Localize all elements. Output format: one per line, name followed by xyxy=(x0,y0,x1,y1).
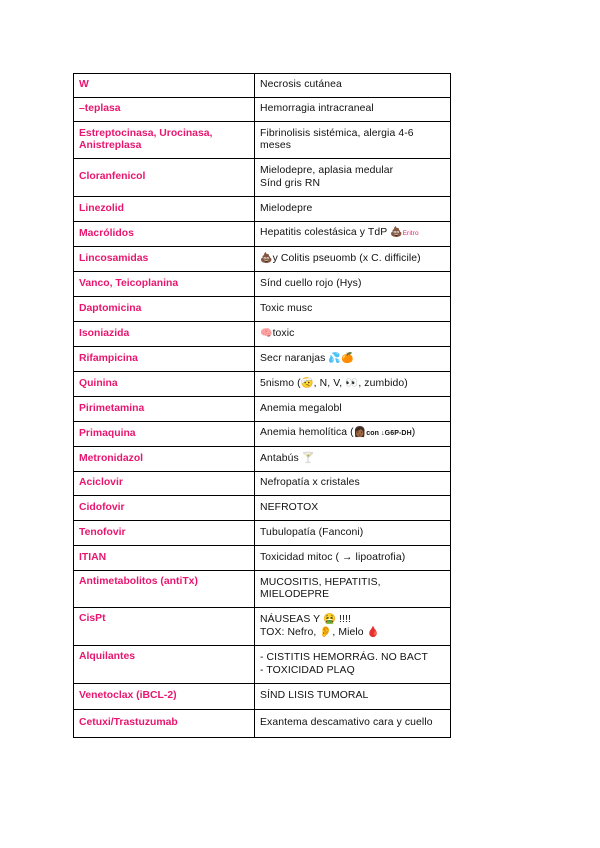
drug-name: Cetuxi/Trastuzumab xyxy=(74,710,255,738)
side-effect-line: - CISTITIS HEMORRÁG. NO BACT xyxy=(260,652,428,663)
table-row xyxy=(74,521,451,546)
drug-name: Primaquina xyxy=(74,422,255,447)
table-row xyxy=(74,608,451,646)
side-effect xyxy=(255,571,451,608)
side-effect-note: con ↓G6P-DH xyxy=(366,430,412,438)
drug-name: Linezolid xyxy=(74,197,255,222)
table-row xyxy=(74,322,451,347)
side-effect-line: MUCOSITIS, HEPATITIS, xyxy=(260,576,381,588)
side-effect xyxy=(255,608,451,646)
table-row xyxy=(74,197,451,222)
poop-emoji-icon: 💩 xyxy=(390,227,403,239)
drug-name: Macrólidos xyxy=(74,222,255,247)
side-effect: NEFROTOX xyxy=(255,496,451,521)
table-row xyxy=(74,447,451,472)
drug-name: Estreptocinasa, Urocinasa, Anistreplasa xyxy=(74,122,255,159)
side-effect: Necrosis cutánea xyxy=(255,74,451,98)
drug-name: Alquilantes xyxy=(74,646,255,684)
table-row xyxy=(74,347,451,372)
side-effect-line: MIELODEPRE xyxy=(260,589,330,600)
drug-name: Pirimetamina xyxy=(74,397,255,422)
drug-name: Venetoclax (iBCL-2) xyxy=(74,684,255,710)
table-row xyxy=(74,247,451,272)
side-effect: Toxic musc xyxy=(255,297,451,322)
side-effect: Hemorragia intracraneal xyxy=(255,98,451,122)
drug-name: Metronidazol xyxy=(74,447,255,472)
drug-name: Lincosamidas xyxy=(74,247,255,272)
table-row xyxy=(74,272,451,297)
side-effect: Toxicidad mitoc ( → lipoatrofia) xyxy=(255,546,451,571)
side-effect: Exantema descamativo cara y cuello xyxy=(255,710,451,738)
drug-name: Cloranfenicol xyxy=(74,159,255,197)
drug-name: Quinina xyxy=(74,372,255,397)
drug-name: Tenofovir xyxy=(74,521,255,546)
table-row xyxy=(74,646,451,684)
drug-name: ITIAN xyxy=(74,546,255,571)
side-effect xyxy=(255,422,451,447)
side-effect-line: Sínd gris RN xyxy=(260,177,321,189)
drug-name: –teplasa xyxy=(74,98,255,122)
table-row xyxy=(74,422,451,447)
drug-name: Daptomicina xyxy=(74,297,255,322)
side-effect-text: ) xyxy=(411,427,416,439)
side-effect-line: NÁUSEAS Y 🤮 !!!! xyxy=(260,614,351,625)
table-row xyxy=(74,74,451,98)
table-row xyxy=(74,571,451,608)
side-effect-line: Mielodepre, aplasia medular xyxy=(260,165,394,176)
side-effect xyxy=(255,247,451,272)
drug-name: Vanco, Teicoplanina xyxy=(74,272,255,297)
side-effect: Tubulopatía (Fanconi) xyxy=(255,521,451,546)
side-effect: Mielodepre xyxy=(255,197,451,222)
side-effect: SÍND LISIS TUMORAL xyxy=(255,684,451,710)
brain-emoji-icon: 🧠 xyxy=(260,327,273,339)
side-effect-text: Hepatitis colestásica y TdP xyxy=(260,227,391,239)
drug-name: W xyxy=(74,74,255,98)
side-effect-line: TOX: Nefro, 👂, Mielo 🩸 xyxy=(260,626,380,638)
side-effect-text: Anemia hemolítica ( xyxy=(260,427,354,439)
side-effect-text: Secr naranjas xyxy=(260,352,329,364)
side-effect xyxy=(255,347,451,372)
side-effect xyxy=(255,322,451,347)
drug-side-effects-table xyxy=(73,73,451,738)
side-effect-note: Eritro xyxy=(402,230,419,238)
table-row xyxy=(74,710,451,738)
side-effect xyxy=(255,646,451,684)
table-row xyxy=(74,684,451,710)
droplets-orange-emoji-icon: 💦🍊 xyxy=(328,352,354,364)
side-effect: Nefropatía x cristales xyxy=(255,472,451,496)
table-row xyxy=(74,222,451,247)
table-row xyxy=(74,472,451,496)
drug-name: CisPt xyxy=(74,608,255,646)
side-effect xyxy=(255,159,451,197)
table-row xyxy=(74,496,451,521)
side-effect-text: toxic xyxy=(272,327,295,339)
side-effect: Fibrinolisis sistémica, alergia 4-6 meses xyxy=(255,122,451,159)
table-row xyxy=(74,159,451,197)
table-row xyxy=(74,297,451,322)
side-effect-text: y Colitis pseuomb (x C. difficile) xyxy=(272,252,421,264)
drug-name: Rifampicina xyxy=(74,347,255,372)
table-row xyxy=(74,372,451,397)
side-effect: Sínd cuello rojo (Hys) xyxy=(255,272,451,297)
person-emoji-icon: 👩🏾 xyxy=(353,427,367,439)
table-row xyxy=(74,397,451,422)
side-effect: Antabús 🍸 xyxy=(255,447,451,472)
table-row xyxy=(74,122,451,159)
table-row xyxy=(74,98,451,122)
poop-emoji-icon: 💩 xyxy=(260,252,273,264)
drug-name: Isoniazida xyxy=(74,322,255,347)
drug-name: Antimetabolitos (antiTx) xyxy=(74,571,255,608)
table-row xyxy=(74,546,451,571)
side-effect: 5nismo (🤕, N, V, 👀, zumbido) xyxy=(255,372,451,397)
side-effect xyxy=(255,222,451,247)
side-effect-line: - TOXICIDAD PLAQ xyxy=(260,664,355,676)
drug-name: Cidofovir xyxy=(74,496,255,521)
side-effect: Anemia megalobl xyxy=(255,397,451,422)
drug-name: Aciclovir xyxy=(74,472,255,496)
